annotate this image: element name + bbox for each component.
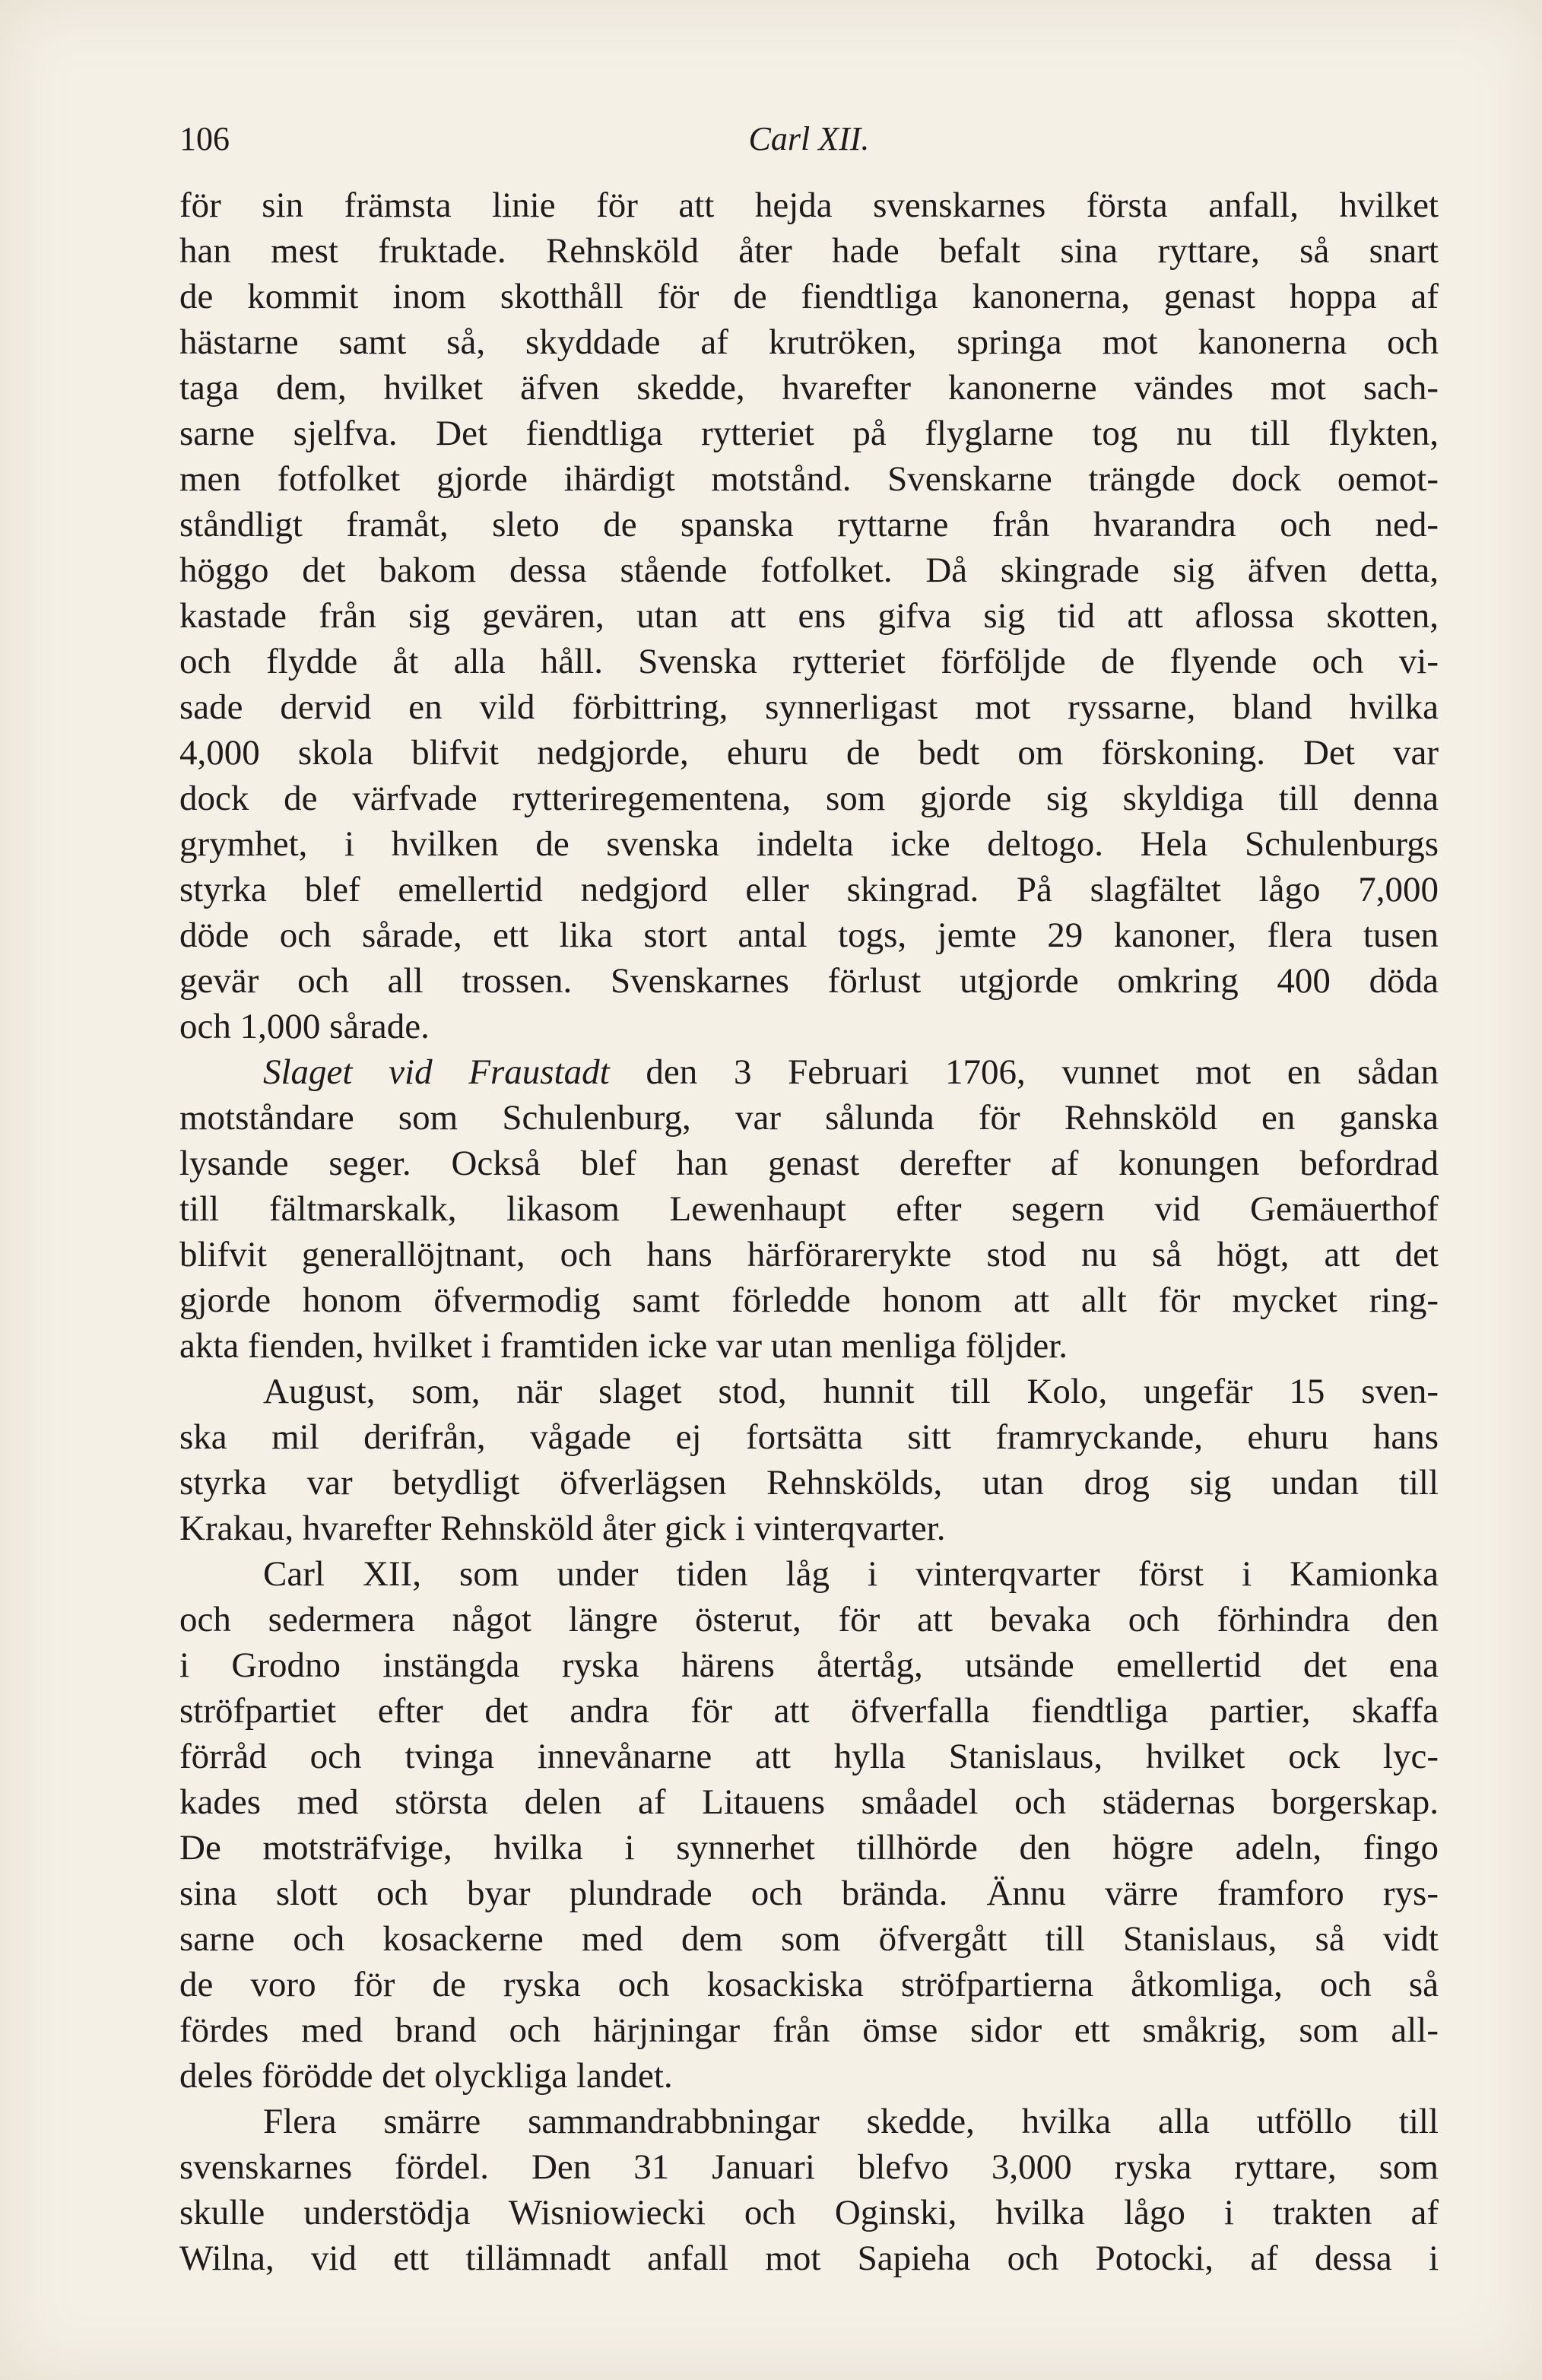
text-line	[179, 2144, 1439, 2190]
line-text: Flera smärre sammandrabbningar skedde, hvilka alla utföllo till	[263, 2102, 1439, 2141]
line-text: fördes med brand och härjningar från ömse sidor ett småkrig, som all-	[179, 2010, 1439, 2050]
text-line	[179, 1460, 1439, 1506]
text-line	[179, 1688, 1439, 1734]
italic-lead: Slaget vid Fraustadt	[263, 1052, 610, 1092]
text-line	[179, 228, 1439, 274]
line-text: men fotfolket gjorde ihärdigt motstånd. Svenskarne trängde dock oemot-	[179, 459, 1439, 499]
line-text: i Grodno instängda ryska härens återtåg, utsände emellertid det ena	[179, 1645, 1439, 1685]
text-line	[179, 2236, 1439, 2281]
text-line	[179, 776, 1439, 821]
text-line	[179, 1734, 1439, 1779]
line-text: motståndare som Schulenburg, var sålunda för Rehnsköld en ganska	[179, 1098, 1439, 1138]
line-text: döde och sårade, ett lika stort antal togs, jemte 29 kanoner, flera tusen	[179, 916, 1439, 955]
text-line	[179, 1004, 1439, 1049]
line-text: Carl XII, som under tiden låg i vinterqvarter först i Kamionka	[263, 1554, 1439, 1594]
text-line	[179, 1049, 1439, 1095]
line-text: till fältmarskalk, likasom Lewenhaupt efter segern vid Gemäuerthof	[179, 1189, 1439, 1229]
text-line	[179, 2190, 1439, 2236]
text-line	[179, 1277, 1439, 1323]
text-line	[179, 1597, 1439, 1642]
text-line	[179, 1642, 1439, 1688]
line-text: ska mil derifrån, vågade ej fortsätta sitt framryckande, ehuru hans	[179, 1417, 1439, 1457]
line-text: gjorde honom öfvermodig samt förledde honom att allt för mycket ring-	[179, 1280, 1439, 1320]
line-text: lysande seger. Också blef han genast derefter af konungen befordrad	[179, 1144, 1439, 1183]
line-text: styrka blef emellertid nedgjord eller skingrad. På slagfältet lågo 7,000	[179, 870, 1439, 909]
text-line	[179, 1506, 1439, 1551]
line-text: hästarne samt så, skyddade af krutröken, springa mot kanonerna och	[179, 322, 1439, 362]
line-text: deles förödde det olyckliga landet.	[179, 2056, 673, 2096]
line-text: sarne sjelfva. Det fiendtliga rytteriet på flyglarne tog nu till flykten,	[179, 414, 1439, 453]
line-text: han mest fruktade. Rehnsköld åter hade befalt sina ryttare, så snart	[179, 231, 1439, 271]
text-line	[179, 1962, 1439, 2007]
line-text: sarne och kosackerne med dem som öfvergått till Stanislaus, så vidt	[179, 1919, 1439, 1959]
line-text: blifvit generallöjtnant, och hans härförarerykte stod nu så högt, att det	[179, 1235, 1439, 1274]
line-text: gevär och all trossen. Svenskarnes förlust utgjorde omkring 400 döda	[179, 961, 1439, 1001]
line-text: och 1,000 sårade.	[179, 1007, 430, 1046]
text-line	[179, 958, 1439, 1004]
text-line	[179, 1551, 1439, 1597]
line-text: dock de värfvade rytteriregementena, som gjorde sig skyldiga till denna	[179, 779, 1439, 818]
text-line	[179, 1186, 1439, 1232]
text-line	[179, 593, 1439, 639]
text-line	[179, 2053, 1439, 2099]
text-line	[179, 2099, 1439, 2144]
text-line	[179, 1095, 1439, 1141]
line-text: förråd och tvinga innevånarne att hylla Stanislaus, hvilket ock lyc-	[179, 1737, 1439, 1776]
text-line	[179, 639, 1439, 684]
text-line	[179, 1369, 1439, 1414]
line-text: höggo det bakom dessa stående fotfolket. Då skingrade sig äfven detta,	[179, 551, 1439, 590]
line-text: taga dem, hvilket äfven skedde, hvarefter kanonerne vändes mot sach-	[179, 368, 1439, 408]
line-text: den 3 Februari 1706, vunnet mot en sådan	[609, 1052, 1439, 1092]
text-line	[179, 547, 1439, 593]
line-text: och flydde åt alla håll. Svenska rytteriet förföljde de flyende och vi-	[179, 642, 1439, 681]
text-line	[179, 2007, 1439, 2053]
text-line	[179, 730, 1439, 776]
line-text: de voro för de ryska och kosackiska ströfpartierna åtkomliga, och så	[179, 1965, 1439, 2004]
text-line	[179, 1825, 1439, 1871]
text-line	[179, 411, 1439, 456]
line-text: sina slott och byar plundrade och brända. Ännu värre framforo rys-	[179, 1874, 1439, 1913]
line-text: för sin främsta linie för att hejda svenskarnes första anfall, hvilket	[179, 186, 1439, 225]
text-line	[179, 1871, 1439, 1916]
line-text: August, som, när slaget stod, hunnit till Kolo, ungefär 15 sven-	[263, 1372, 1439, 1411]
line-text: Wilna, vid ett tillämnadt anfall mot Sapieha och Potocki, af dessa i	[179, 2239, 1439, 2278]
text-line	[179, 821, 1439, 867]
text-line	[179, 867, 1439, 912]
line-text: kastade från sig gevären, utan att ens gifva sig tid att aflossa skotten,	[179, 596, 1439, 636]
line-text: De motsträfvige, hvilka i synnerhet tillhörde den högre adeln, fingo	[179, 1828, 1439, 1868]
text-line	[179, 1916, 1439, 1962]
text-line	[179, 1232, 1439, 1277]
text-line	[179, 1414, 1439, 1460]
line-text: grymhet, i hvilken de svenska indelta icke deltogo. Hela Schulenburgs	[179, 824, 1439, 864]
text-line	[179, 912, 1439, 958]
text-line	[179, 182, 1439, 228]
line-text: kades med största delen af Litauens småadel och städernas borgerskap.	[179, 1782, 1439, 1822]
line-text: skulle understödja Wisniowiecki och Oginski, hvilka lågo i trakten af	[179, 2193, 1439, 2232]
text-line	[179, 1141, 1439, 1186]
line-text: ströfpartiet efter det andra för att öfverfalla fiendtliga partier, skaffa	[179, 1691, 1439, 1731]
text-line	[179, 274, 1439, 319]
line-text: ståndligt framåt, sleto de spanska ryttarne från hvarandra och ned-	[179, 505, 1439, 544]
line-text: de kommit inom skotthåll för de fiendtliga kanonerna, genast hoppa af	[179, 277, 1439, 316]
text-line	[179, 684, 1439, 730]
text-line	[179, 502, 1439, 547]
body-text	[179, 182, 1439, 2281]
line-text: och sedermera något längre österut, för att bevaka och förhindra den	[179, 1600, 1439, 1639]
line-text: svenskarnes fördel. Den 31 Januari blefvo 3,000 ryska ryttare, som	[179, 2147, 1439, 2187]
text-line	[179, 456, 1439, 502]
page-number: 106	[179, 120, 230, 157]
line-text: akta fienden, hvilket i framtiden icke var utan menliga följder.	[179, 1326, 1068, 1366]
text-line	[179, 1779, 1439, 1825]
line-text: 4,000 skola blifvit nedgjorde, ehuru de bedt om förskoning. Det var	[179, 733, 1439, 773]
line-text: sade dervid en vild förbittring, synnerligast mot ryssarne, bland hvilka	[179, 687, 1439, 727]
line-text: styrka var betydligt öfverlägsen Rehnskölds, utan drog sig undan till	[179, 1463, 1439, 1503]
text-line	[179, 319, 1439, 365]
page-header	[179, 114, 1439, 167]
running-head: Carl XII.	[748, 120, 870, 157]
text-line	[179, 365, 1439, 411]
text-line	[179, 1323, 1439, 1369]
line-text: Krakau, hvarefter Rehnsköld åter gick i vinterqvarter.	[179, 1509, 946, 1548]
